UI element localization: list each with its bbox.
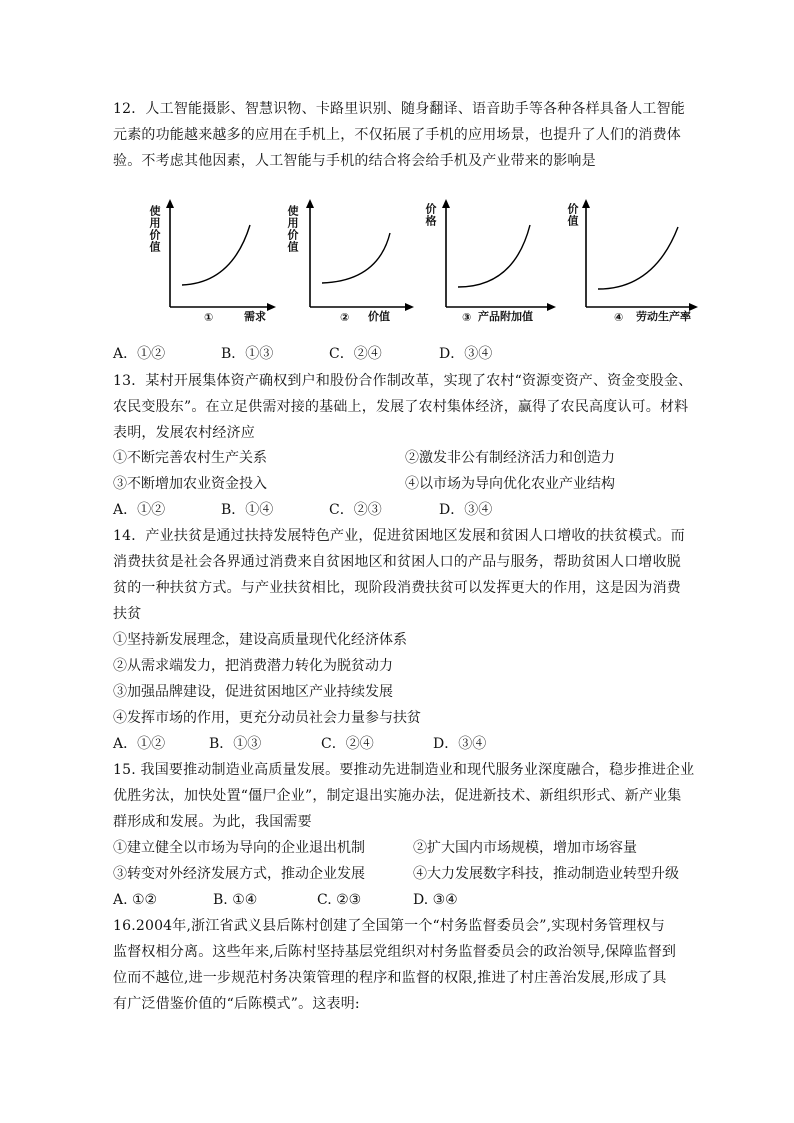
graph-2-number: ② [340, 311, 350, 324]
q12-option-c: C．②④ [329, 346, 382, 362]
q16-line-2: 监督权相分离。这些年来,后陈村坚持基层党组织对村务监督委员会的政治领导,保障监督到 [113, 944, 677, 960]
q13-choice-4: ④以市场为导向优化农业产业结构 [405, 476, 615, 492]
q14-line-2: 消费扶贫是社会各界通过消费来自贫困地区和贫困人口的产品与服务，帮助贫困人口增收脱 [113, 554, 681, 570]
q13-choice-1: ①不断完善农村生产关系 [113, 450, 267, 466]
graph-3-curve [458, 225, 530, 287]
graph-2-x-label: 价值 [368, 310, 390, 323]
q13-option-d: D．③④ [439, 502, 493, 518]
q14-line-1: 14．产业扶贫是通过扶持发展特色产业，促进贫困地区发展和贫困人口增收的扶贫模式。而 [113, 528, 686, 544]
q16-line-4: 有广泛借鉴价值的“后陈模式”。这表明: [113, 996, 360, 1012]
graph-4-number: ④ [614, 311, 624, 324]
q13-choice-2: ②激发非公有制经济活力和创造力 [405, 450, 615, 466]
q13-option-b: B．①④ [221, 502, 274, 518]
graph-4-x-label: 劳动生产率 [636, 310, 691, 323]
q15-option-c: C. ②③ [317, 892, 362, 908]
q14-line-3: 贫的一种扶贫方式。与产业扶贫相比，现阶段消费扶贫可以发挥更大的作用，这是因为消费 [113, 580, 681, 596]
q15-option-b: B. ①④ [213, 892, 258, 908]
q13-choice-3: ③不断增加农业资金投入 [113, 476, 267, 492]
graph-2-axes [282, 195, 422, 335]
q13-line-2: 农民变股东”。在立足供需对接的基础上，发展了农村集体经济，赢得了农民高度认可。材料 [113, 399, 689, 415]
q12-graphs [140, 195, 720, 335]
graph-2-y-label: 使用价值 [286, 205, 299, 253]
graph-1-curve [182, 225, 250, 285]
q14-choice-4: ④发挥市场的作用，更充分动员社会力量参与扶贫 [113, 710, 421, 726]
q16-line-3: 位而不越位,进一步规范村务决策管理的程序和监督的权限,推进了村庄善治发展,形成了具 [113, 970, 667, 986]
q15-choice-1: ①建立健全以市场为导向的企业退出机制 [113, 840, 365, 856]
q15-option-d: D. ③④ [413, 892, 458, 908]
graph-2-curve [322, 233, 390, 283]
q13-option-c: C．②③ [329, 502, 382, 518]
q14-choice-1: ①坚持新发展理念，建设高质量现代化经济体系 [113, 632, 407, 648]
q12-option-b: B．①③ [221, 346, 274, 362]
q14-choice-3: ③加强品牌建设，促进贫困地区产业持续发展 [113, 684, 393, 700]
graph-3-y-label: 价格 [424, 203, 437, 227]
q12-line-2: 元素的功能越来越多的应用在手机上，不仅拓展了手机的应用场景，也提升了人们的消费体 [113, 127, 681, 143]
q13-line-3: 表明，发展农村经济应 [113, 425, 255, 441]
q14-line-4: 扶贫 [113, 606, 142, 622]
graph-1-x-label: 需求 [244, 310, 266, 323]
q15-choice-2: ②扩大国内市场规模，增加市场容量 [413, 840, 637, 856]
graph-2 [282, 195, 422, 335]
graph-1-number: ① [204, 311, 214, 324]
q15-choice-4: ④大力发展数字科技，推动制造业转型升级 [413, 866, 679, 882]
graph-4-curve [598, 227, 678, 289]
q14-option-d: D．③④ [433, 736, 487, 752]
q12-option-d: D．③④ [439, 346, 493, 362]
graph-3-x-label: 产品附加值 [478, 310, 533, 323]
graph-1 [140, 195, 280, 335]
q12-line-3: 验。不考虑其他因素，人工智能与手机的结合将会给手机及产业带来的影响是 [113, 153, 596, 169]
q13-line-1: 13．某村开展集体资产确权到户和股份合作制改革，实现了农村“资源变资产、资金变股金、 [113, 373, 693, 389]
graph-3-number: ③ [462, 311, 472, 324]
graph-4-y-label: 价值 [566, 203, 579, 227]
q15-line-2: 优胜劣汰，加快处置“僵尸企业”，制定退出实施办法，促进新技术、新组织形式、新产业集 [113, 788, 682, 804]
q13-option-a: A．①② [113, 502, 166, 518]
q14-choice-2: ②从需求端发力，把消费潜力转化为脱贫动力 [113, 658, 393, 674]
q14-option-c: C．②④ [321, 736, 374, 752]
graph-4 [564, 195, 704, 335]
q15-line-1: 15. 我国要推动制造业高质量发展。要推动先进制造业和现代服务业深度融合，稳步推进企业 [113, 762, 695, 778]
graph-1-y-label: 使用价值 [148, 205, 161, 253]
q15-option-a: A. ①② [113, 892, 158, 908]
q16-line-1: 16.2004年,浙江省武义县后陈村创建了全国第一个“村务监督委员会”,实现村务管理权与 [113, 918, 665, 934]
graph-3 [422, 195, 562, 335]
q15-line-3: 群形成和发展。为此，我国需要 [113, 814, 312, 830]
q15-choice-3: ③转变对外经济发展方式，推动企业发展 [113, 866, 365, 882]
q12-line-1: 12．人工智能摄影、智慧识物、卡路里识别、随身翻译、语音助手等各种各样具备人工智能 [113, 101, 686, 117]
q14-option-b: B．①③ [209, 736, 262, 752]
q14-option-a: A．①② [113, 736, 166, 752]
q12-option-a: A．①② [113, 346, 166, 362]
